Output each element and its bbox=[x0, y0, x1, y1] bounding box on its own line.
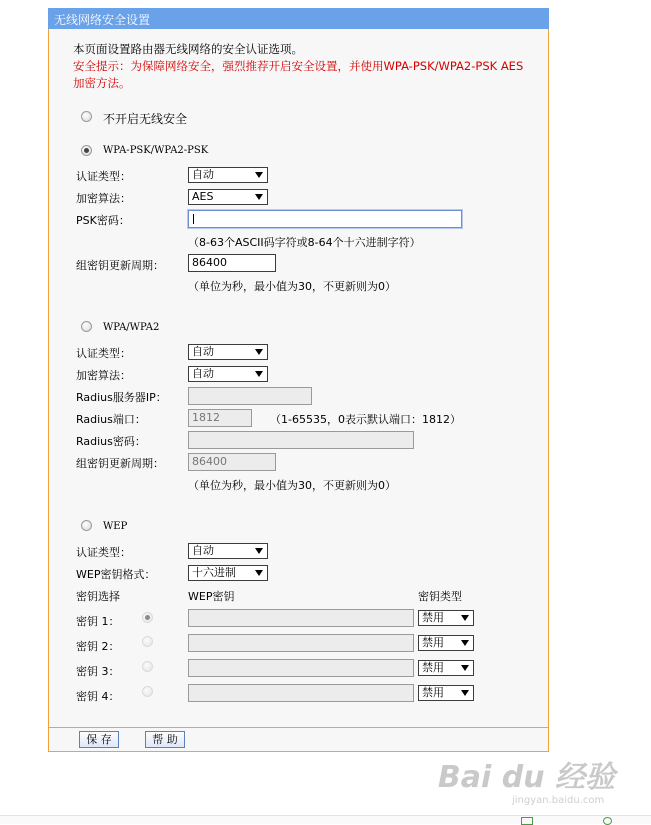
key-2-input[interactable] bbox=[188, 634, 414, 652]
col-key-type: 密钥类型 bbox=[418, 590, 462, 603]
radio-key-1[interactable] bbox=[142, 612, 153, 623]
key-3-type-value: 禁用 bbox=[422, 661, 444, 674]
radius-ip-label: Radius服务器IP： bbox=[76, 391, 167, 404]
baidu-watermark-url: jingyan.baidu.com bbox=[512, 795, 605, 806]
radio-key-4[interactable] bbox=[142, 686, 153, 697]
key-1-type-select[interactable] bbox=[418, 610, 474, 626]
psk-password-label: PSK密码： bbox=[76, 214, 130, 227]
chevron-down-icon bbox=[461, 665, 469, 671]
radio-wpa[interactable] bbox=[81, 321, 92, 332]
wep-auth-select[interactable] bbox=[188, 543, 268, 559]
psk-period-label: 组密钥更新周期： bbox=[76, 259, 164, 272]
key-3-label: 密钥 3： bbox=[76, 665, 120, 678]
no-security-label: 不开启无线安全 bbox=[103, 112, 188, 126]
key-4-label: 密钥 4： bbox=[76, 690, 120, 703]
page-title: 无线网络安全设置 bbox=[54, 13, 151, 27]
chevron-down-icon bbox=[255, 172, 263, 178]
radio-key-3[interactable] bbox=[142, 661, 153, 672]
radius-port-hint: （1-65535，0表示默认端口：1812） bbox=[270, 413, 461, 426]
key-2-label: 密钥 2： bbox=[76, 640, 120, 653]
status-icon bbox=[603, 817, 612, 825]
baidu-watermark-logo: Bai du 经验 bbox=[437, 760, 615, 795]
key-2-type-select[interactable] bbox=[418, 635, 474, 651]
security-warning-cont: 加密方法。 bbox=[73, 76, 131, 90]
col-key-select: 密钥选择 bbox=[76, 590, 120, 603]
chevron-down-icon bbox=[255, 194, 263, 200]
footer-divider bbox=[48, 727, 549, 728]
col-wep-key: WEP密钥 bbox=[188, 590, 235, 603]
title-bar bbox=[48, 8, 549, 29]
psk-password-hint: （8-63个ASCII码字符或8-64个十六进制字符） bbox=[188, 236, 421, 249]
radius-ip-input[interactable] bbox=[188, 387, 312, 405]
wpa-period-hint: （单位为秒，最小值为30，不更新则为0） bbox=[188, 479, 396, 492]
key-1-type-value: 禁用 bbox=[422, 611, 444, 624]
text-caret bbox=[193, 214, 194, 224]
wpa-enc-select[interactable] bbox=[188, 366, 268, 382]
radio-no-security[interactable] bbox=[81, 111, 92, 122]
wpa-psk-label: WPA-PSK/WPA2-PSK bbox=[103, 145, 209, 156]
security-warning: 安全提示：为保障网络安全，强烈推荐开启安全设置，并使用WPA-PSK/WPA2-PSK AES bbox=[73, 59, 524, 73]
radius-port-input[interactable] bbox=[188, 409, 252, 427]
wpa-auth-select[interactable] bbox=[188, 344, 268, 360]
psk-password-input[interactable] bbox=[188, 210, 462, 228]
key-3-input[interactable] bbox=[188, 659, 414, 677]
wep-format-label: WEP密钥格式： bbox=[76, 568, 156, 581]
wep-format-value: 十六进制 bbox=[192, 566, 236, 579]
wpa-enc-value: 自动 bbox=[192, 367, 214, 380]
radius-port-value: 1812 bbox=[192, 411, 220, 424]
chevron-down-icon bbox=[461, 640, 469, 646]
chevron-down-icon bbox=[255, 548, 263, 554]
radius-port-label: Radius端口： bbox=[76, 413, 146, 426]
psk-auth-select[interactable] bbox=[188, 167, 268, 183]
chevron-down-icon bbox=[461, 615, 469, 621]
radius-password-label: Radius密码： bbox=[76, 435, 146, 448]
chevron-down-icon bbox=[255, 371, 263, 377]
psk-auth-label: 认证类型： bbox=[76, 170, 131, 183]
wpa-auth-value: 自动 bbox=[192, 345, 214, 358]
wep-auth-label: 认证类型： bbox=[76, 546, 131, 559]
psk-enc-select[interactable] bbox=[188, 189, 268, 205]
chevron-down-icon bbox=[255, 349, 263, 355]
save-button[interactable]: 保 存 bbox=[79, 731, 119, 748]
key-2-type-value: 禁用 bbox=[422, 636, 444, 649]
key-4-type-value: 禁用 bbox=[422, 686, 444, 699]
radio-key-2[interactable] bbox=[142, 636, 153, 647]
chevron-down-icon bbox=[255, 570, 263, 576]
wep-auth-value: 自动 bbox=[192, 544, 214, 557]
wpa-enc-label: 加密算法： bbox=[76, 369, 131, 382]
wpa-period-value: 86400 bbox=[192, 455, 227, 468]
chevron-down-icon bbox=[461, 690, 469, 696]
wpa-auth-label: 认证类型： bbox=[76, 347, 131, 360]
key-1-label: 密钥 1： bbox=[76, 615, 120, 628]
radius-password-input[interactable] bbox=[188, 431, 414, 449]
psk-enc-value: AES bbox=[192, 190, 214, 203]
help-button[interactable]: 帮 助 bbox=[145, 731, 185, 748]
radio-wpa-psk[interactable] bbox=[81, 145, 92, 156]
key-1-input[interactable] bbox=[188, 609, 414, 627]
status-icon bbox=[521, 817, 533, 825]
wpa-period-input[interactable] bbox=[188, 453, 276, 471]
wpa-period-label: 组密钥更新周期： bbox=[76, 457, 164, 470]
radio-wep[interactable] bbox=[81, 520, 92, 531]
psk-period-input[interactable] bbox=[188, 254, 276, 272]
intro-text bbox=[73, 41, 533, 92]
wpa-label: WPA/WPA2 bbox=[103, 322, 160, 333]
key-4-type-select[interactable] bbox=[418, 685, 474, 701]
intro-description: 本页面设置路由器无线网络的安全认证选项。 bbox=[73, 42, 303, 56]
wep-label: WEP bbox=[103, 521, 128, 532]
key-3-type-select[interactable] bbox=[418, 660, 474, 676]
psk-period-hint: （单位为秒，最小值为30，不更新则为0） bbox=[188, 280, 396, 293]
psk-period-value: 86400 bbox=[192, 256, 227, 269]
psk-auth-value: 自动 bbox=[192, 168, 214, 181]
key-4-input[interactable] bbox=[188, 684, 414, 702]
wep-format-select[interactable] bbox=[188, 565, 268, 581]
psk-enc-label: 加密算法： bbox=[76, 192, 131, 205]
